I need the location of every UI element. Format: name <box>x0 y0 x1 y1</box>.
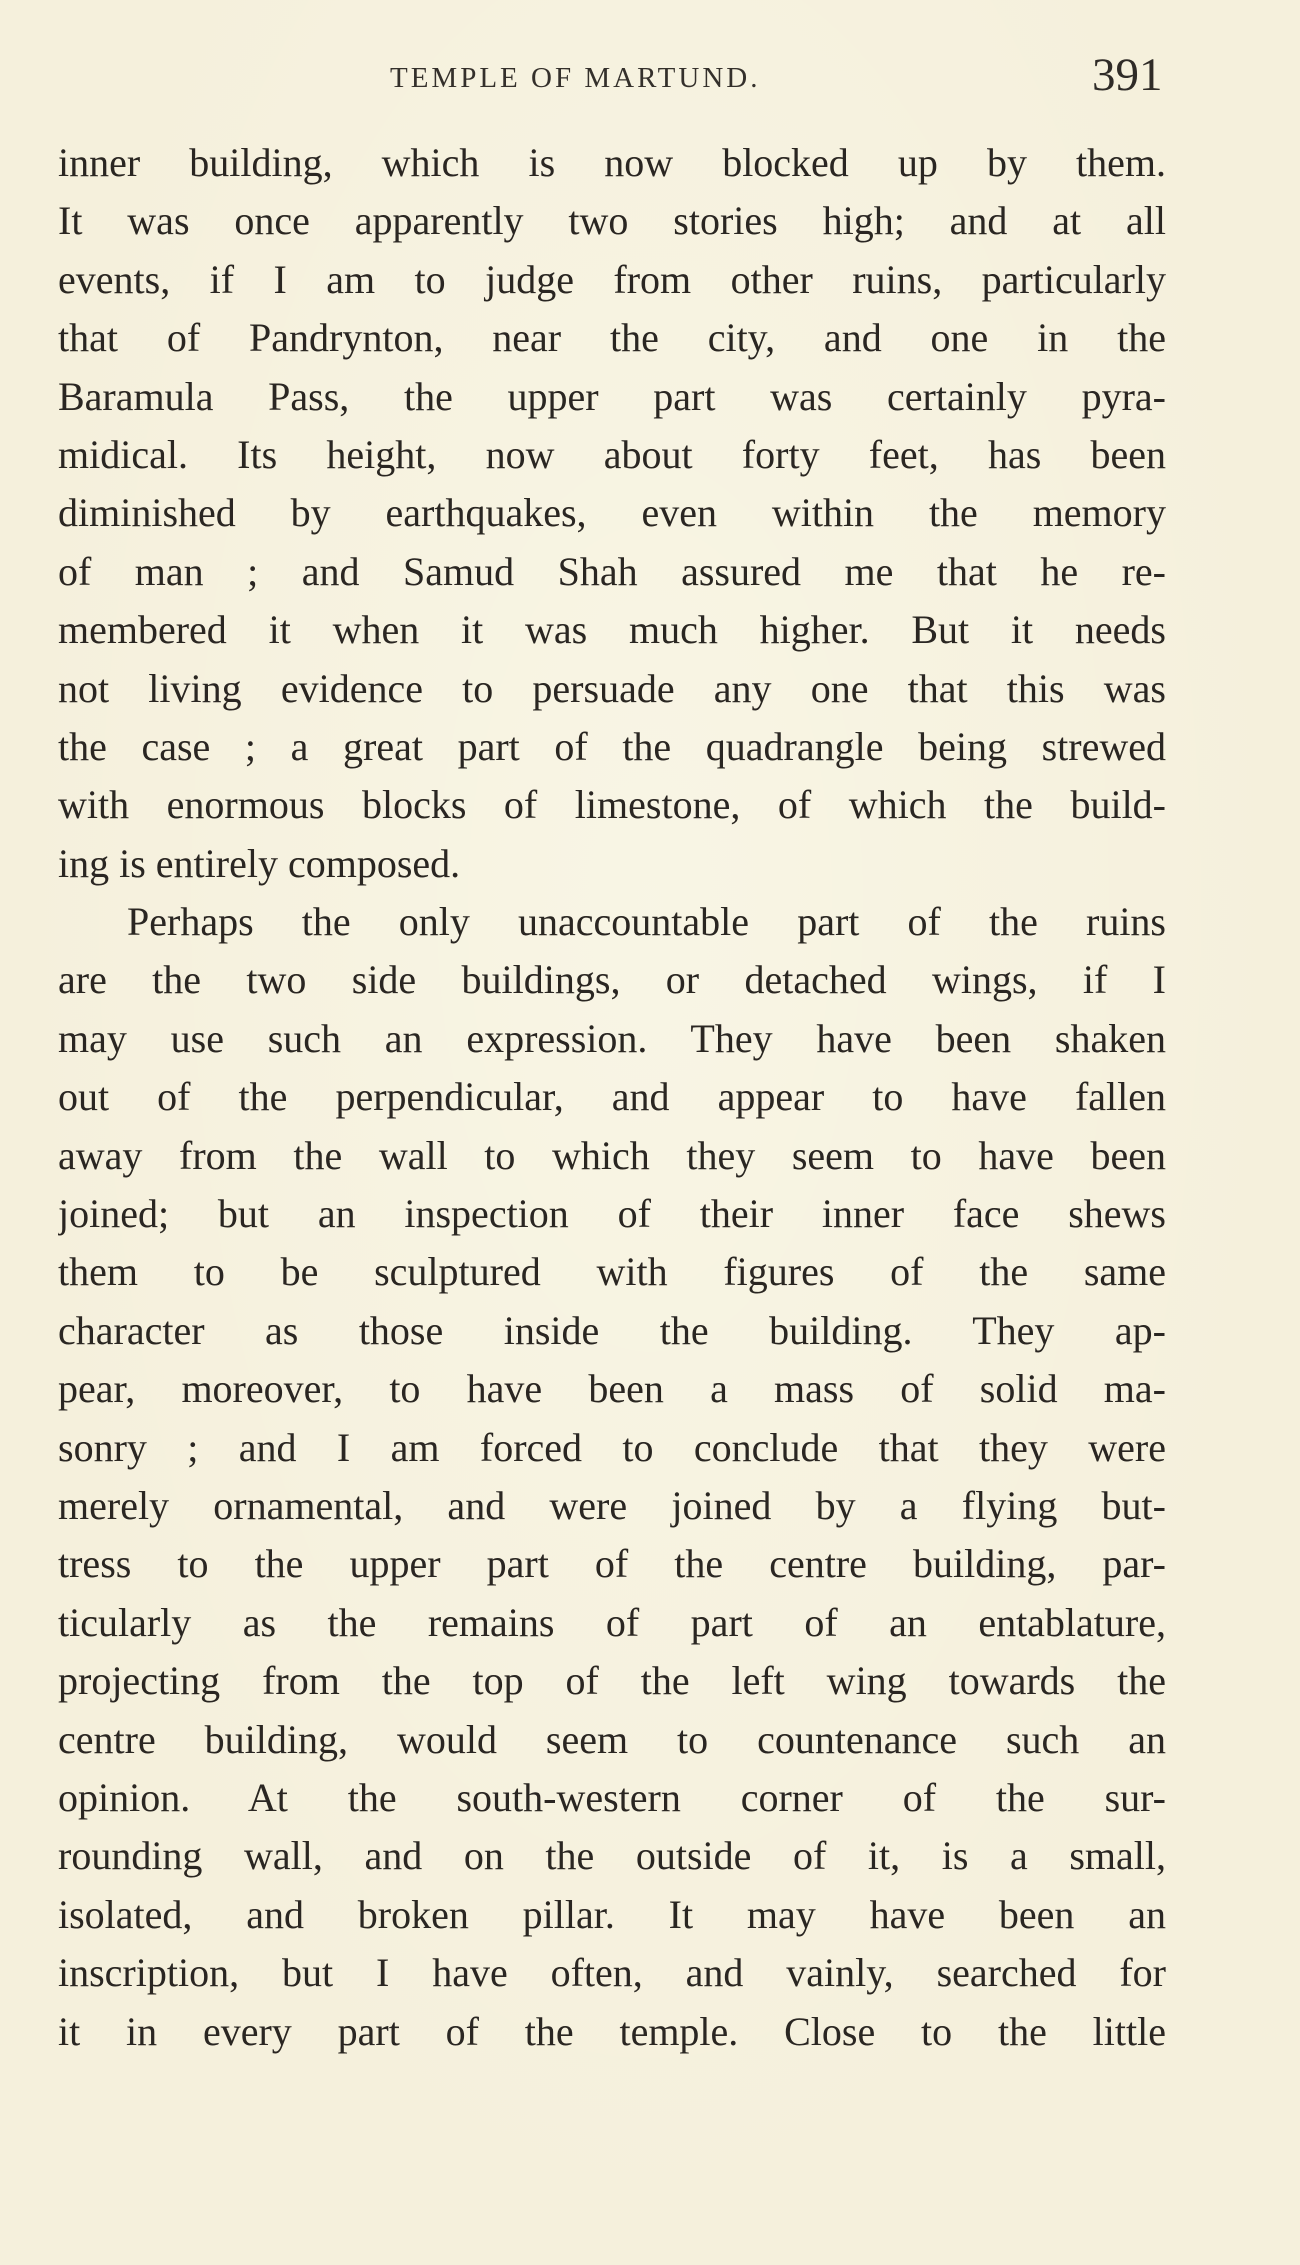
paragraph-start-line: Perhaps the only unaccountable part of the ruins <box>127 899 1166 945</box>
text-line: the case ; a great part of the quadrangle being strewed <box>58 723 1166 769</box>
text-line: centre building, would seem to countenance such an <box>58 1716 1166 1762</box>
text-line: tress to the upper part of the centre building, par- <box>58 1541 1166 1587</box>
text-line: It was once apparently two stories high; and at all <box>58 198 1166 244</box>
text-line: diminished by earthquakes, even within the memory <box>58 490 1166 536</box>
text-line: ticularly as the remains of part of an entablature, <box>58 1599 1166 1645</box>
running-title: TEMPLE OF MARTUND. <box>390 62 761 94</box>
running-head <box>0 48 1300 108</box>
text-line: events, if I am to judge from other ruins, particularly <box>58 256 1166 302</box>
text-line: it in every part of the temple. Close to the little <box>58 2008 1166 2054</box>
text-line: away from the wall to which they seem to have been <box>58 1132 1166 1178</box>
text-line: with enormous blocks of limestone, of which the build- <box>58 782 1166 828</box>
text-line: projecting from the top of the left wing towards the <box>58 1658 1166 1704</box>
text-line: out of the perpendicular, and appear to have fallen <box>58 1074 1166 1120</box>
text-line: opinion. At the south-western corner of the sur- <box>58 1774 1166 1820</box>
text-line: them to be sculptured with figures of the same <box>58 1249 1166 1295</box>
text-line: Baramula Pass, the upper part was certainly pyra- <box>58 373 1166 419</box>
text-line: rounding wall, and on the outside of it, is a small, <box>58 1833 1166 1879</box>
text-line: may use such an expression. They have been shaken <box>58 1015 1166 1061</box>
text-line: character as those inside the building. They ap- <box>58 1307 1166 1353</box>
text-line: joined; but an inspection of their inner face shews <box>58 1191 1166 1237</box>
text-line: inscription, but I have often, and vainly, searched for <box>58 1950 1166 1996</box>
text-line: that of Pandrynton, near the city, and one in the <box>58 315 1166 361</box>
text-line: membered it when it was much higher. But it needs <box>58 607 1166 653</box>
paragraph-end-line: ing is entirely composed. <box>58 840 461 886</box>
text-line: isolated, and broken pillar. It may have been an <box>58 1891 1166 1937</box>
text-line: inner building, which is now blocked up by them. <box>58 140 1166 185</box>
text-line: sonry ; and I am forced to conclude that they were <box>58 1424 1166 1470</box>
text-line: midical. Its height, now about forty feet, has been <box>58 431 1166 477</box>
text-line: not living evidence to persuade any one that this was <box>58 665 1166 711</box>
body-text <box>58 134 1166 2061</box>
text-line: pear, moreover, to have been a mass of solid ma- <box>58 1366 1166 1412</box>
page-number: 391 <box>1092 49 1163 101</box>
text-line: of man ; and Samud Shah assured me that he re- <box>58 548 1166 594</box>
text-line: are the two side buildings, or detached wings, if I <box>58 957 1166 1003</box>
text-line: merely ornamental, and were joined by a flying but- <box>58 1482 1166 1528</box>
